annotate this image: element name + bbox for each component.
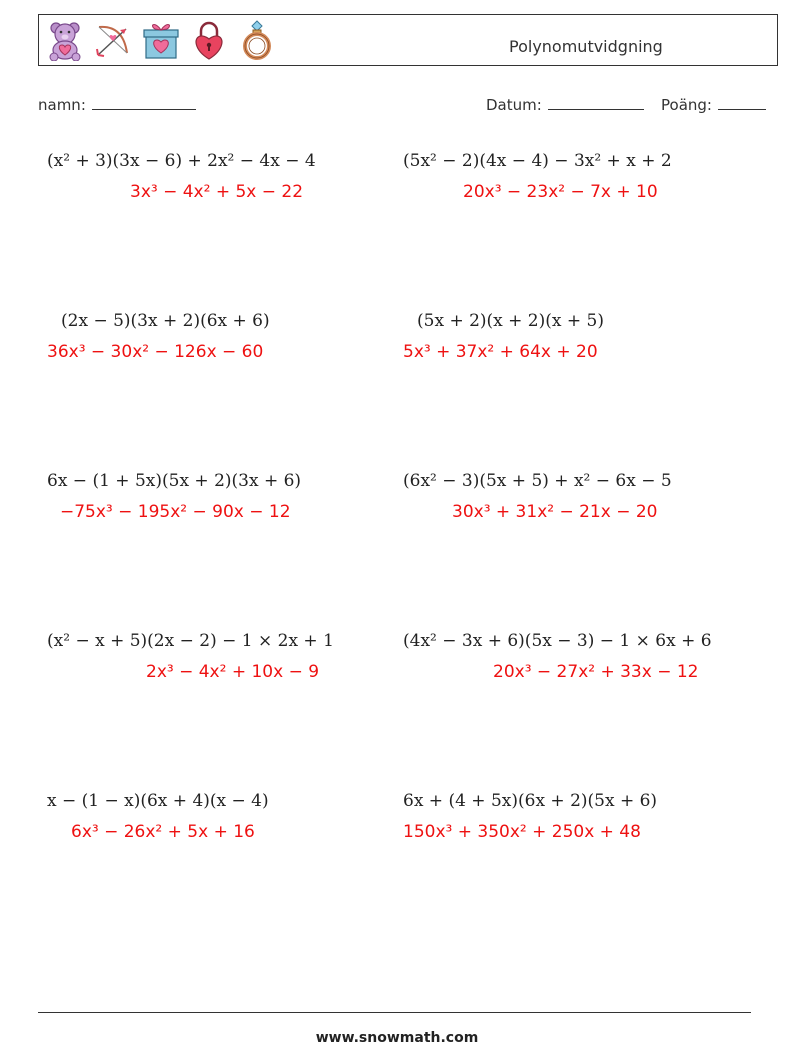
answer-10: 150x³ + 350x² + 250x + 48	[403, 822, 641, 842]
header-box	[38, 14, 778, 66]
problem-9: x − (1 − x)(6x + 4)(x − 4)	[47, 791, 269, 811]
score-field	[661, 95, 766, 114]
date-label: Datum:	[486, 96, 542, 114]
score-line	[718, 95, 766, 110]
problem-3: (2x − 5)(3x + 2)(6x + 6)	[61, 311, 270, 331]
page-title: Polynomutvidgning	[509, 37, 663, 56]
answer-5: −75x³ − 195x² − 90x − 12	[60, 502, 291, 522]
answer-7: 2x³ − 4x² + 10x − 9	[146, 662, 320, 682]
problem-2: (5x² − 2)(4x − 4) − 3x² + x + 2	[403, 151, 672, 171]
problem-7: (x² − x + 5)(2x − 2) − 1 × 2x + 1	[47, 631, 334, 651]
problem-10: 6x + (4 + 5x)(6x + 2)(5x + 6)	[403, 791, 658, 811]
answer-8: 20x³ − 27x² + 33x − 12	[493, 662, 699, 682]
problem-4: (5x + 2)(x + 2)(x + 5)	[417, 311, 604, 331]
footer-url[interactable]: www.snowmath.com	[315, 1030, 479, 1046]
name-field	[38, 95, 196, 114]
problem-6: (6x² − 3)(5x + 5) + x² − 6x − 5	[403, 471, 672, 491]
name-line	[92, 95, 196, 110]
answer-9: 6x³ − 26x² + 5x + 16	[71, 822, 255, 842]
answer-1: 3x³ − 4x² + 5x − 22	[130, 182, 304, 202]
answer-6: 30x³ + 31x² − 21x − 20	[452, 502, 658, 522]
gift-box-icon	[141, 19, 181, 61]
problem-8: (4x² − 3x + 6)(5x − 3) − 1 × 6x + 6	[403, 631, 712, 651]
answer-3: 36x³ − 30x² − 126x − 60	[47, 342, 264, 362]
heart-lock-icon	[189, 19, 229, 61]
teddy-bear-icon	[45, 19, 85, 61]
problem-5: 6x − (1 + 5x)(5x + 2)(3x + 6)	[47, 471, 302, 491]
problem-1: (x² + 3)(3x − 6) + 2x² − 4x − 4	[47, 151, 316, 171]
answer-4: 5x³ + 37x² + 64x + 20	[403, 342, 598, 362]
bow-arrow-icon	[93, 19, 133, 61]
header-icons	[45, 19, 277, 61]
name-label: namn:	[38, 96, 86, 114]
date-field	[486, 95, 644, 114]
date-line	[548, 95, 644, 110]
footer-divider	[38, 1012, 751, 1013]
score-label: Poäng:	[661, 96, 712, 114]
answer-2: 20x³ − 23x² − 7x + 10	[463, 182, 658, 202]
ring-icon	[237, 19, 277, 61]
